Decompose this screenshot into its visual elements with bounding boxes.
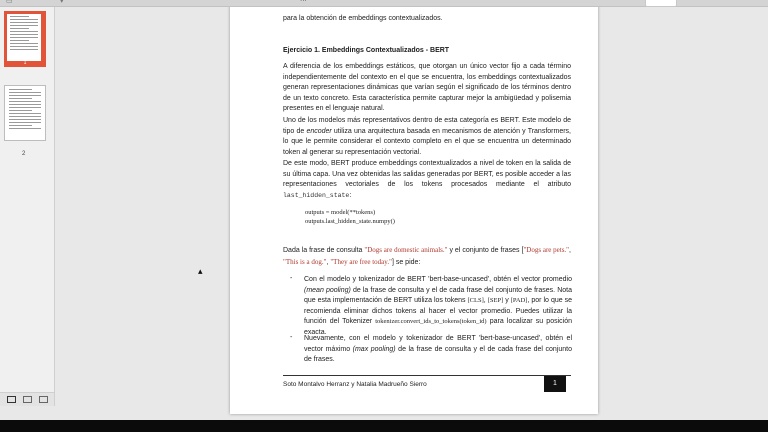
pdf-page	[230, 7, 598, 414]
bullet-marker: -	[290, 275, 293, 282]
query-sentence: "Dogs are domestic animals."	[364, 246, 448, 254]
view-menu-icon[interactable]: ▾	[60, 0, 64, 5]
sidebar-view-controls	[0, 392, 54, 406]
paragraph-bert-model: Uno de los modelos más representativos dentro de esta categoría es BERT. Este modelo de tipo de encoder utiliza una arquitectura basada en mecanismos de atención y Transformers, lo que le permite considerar el contexto completo en el que se encuentra un determinado token al generar su representación vectorial.	[283, 117, 571, 156]
token-pad: [PAD]	[510, 297, 528, 304]
footer-divider	[283, 375, 571, 376]
footer-authors: Soto Montalvo Herranz y Natalia Madrueño Sierro	[283, 381, 427, 388]
thumbnail-page-preview	[6, 87, 44, 139]
paragraph-bert-output: De este modo, BERT produce embeddings contextualizados a nivel de token en la salida de su última capa. Una vez obtenidas las salidas generadas por BERT, es posible acceder a las representaciones vectoriales de los tokens procesados mediante el atributo last_hidden_state:	[283, 160, 571, 199]
top-toolbar	[0, 0, 768, 7]
list-item-max-pooling: Nuevamente, con el modelo y tokenizador de BERT 'bert-base-uncased', obtén el vector máximo (max pooling) de la frase de consulta y el de cada frase del conjunto de frases.	[304, 335, 572, 363]
sentence-2: "This is a dog."	[283, 257, 327, 266]
inline-code-attribute: last_hidden_state	[283, 191, 350, 199]
window-title	[300, 0, 307, 3]
emphasis-max-pooling: (max pooling)	[352, 345, 396, 353]
inline-code-function: tokenizer.convert_ids_to_tokens(token_id)	[375, 318, 487, 325]
paragraph-intro-end: para la obtención de embeddings contextualizados.	[283, 15, 443, 22]
token-sep: [SEP]	[487, 297, 504, 304]
document-canvas[interactable]	[55, 7, 768, 420]
token-cls: [CLS]	[467, 297, 484, 304]
code-line-1: outputs = model(**tokens)	[305, 209, 376, 216]
page-thumbnail-1[interactable]	[4, 11, 46, 67]
mouse-cursor-icon: ▴	[198, 266, 203, 276]
thumbnail-page-number: 2	[22, 151, 26, 157]
search-field[interactable]	[645, 0, 677, 7]
code-line-2: outputs.last_hidden_state.numpy()	[305, 218, 395, 225]
bullet-marker: -	[290, 334, 293, 341]
sentence-3: "They are free today."	[330, 257, 392, 266]
thumbnail-view-icon[interactable]	[7, 396, 16, 403]
sentence-1: "Dogs are pets."	[523, 246, 570, 254]
bottom-bar	[0, 420, 768, 432]
sidebar-toggle-icon[interactable]: ▭	[6, 0, 13, 5]
page-thumbnail-2[interactable]	[4, 85, 46, 141]
footer-page-number: 1	[544, 376, 566, 392]
paragraph-task: Dada la frase de consulta "Dogs are domestic animals." y el conjunto de frases ["Dogs are pets.", "This is a dog.", "They are free today."] se pide:	[283, 246, 571, 266]
thumbnail-page-number: 1	[23, 60, 27, 66]
thumbnail-sidebar	[0, 7, 55, 406]
section-heading: Ejercicio 1. Embeddings Contextualizados - BERT	[283, 47, 450, 54]
grid-view-icon[interactable]	[39, 396, 48, 403]
paragraph-embeddings: A diferencia de los embeddings estáticos, que otorgan un único vector fijo a cada término independientemente del contexto en el que se encuentra, los embeddings contextualizados generan representaciones dinámicas que varían según el significado de los términos dentro de un texto concreto. Esta característica permite capturar mejor la ambigüedad y polisemia presentes en el lenguaje natural.	[283, 63, 571, 112]
outline-view-icon[interactable]	[23, 396, 32, 403]
list-item-mean-pooling: Con el modelo y tokenizador de BERT 'bert-base-uncased', obtén el vector promedio (mean pooling) de la frase de consulta y el de cada frase del conjunto de frases. Nota que esta implementación de BERT utiliza los tokens [CLS], [SEP] y [PAD], por lo que se recomienda eliminar dichos tokens al hacer el vector promedio. Puedes utilizar la función del Tokenizer tokenizer.convert_ids_to_tokens(token_id) para localizar su posición exacta.	[304, 276, 573, 336]
emphasis-encoder: encoder	[306, 127, 332, 135]
emphasis-mean-pooling: (mean pooling)	[304, 286, 351, 294]
thumbnail-page-preview	[7, 14, 41, 61]
